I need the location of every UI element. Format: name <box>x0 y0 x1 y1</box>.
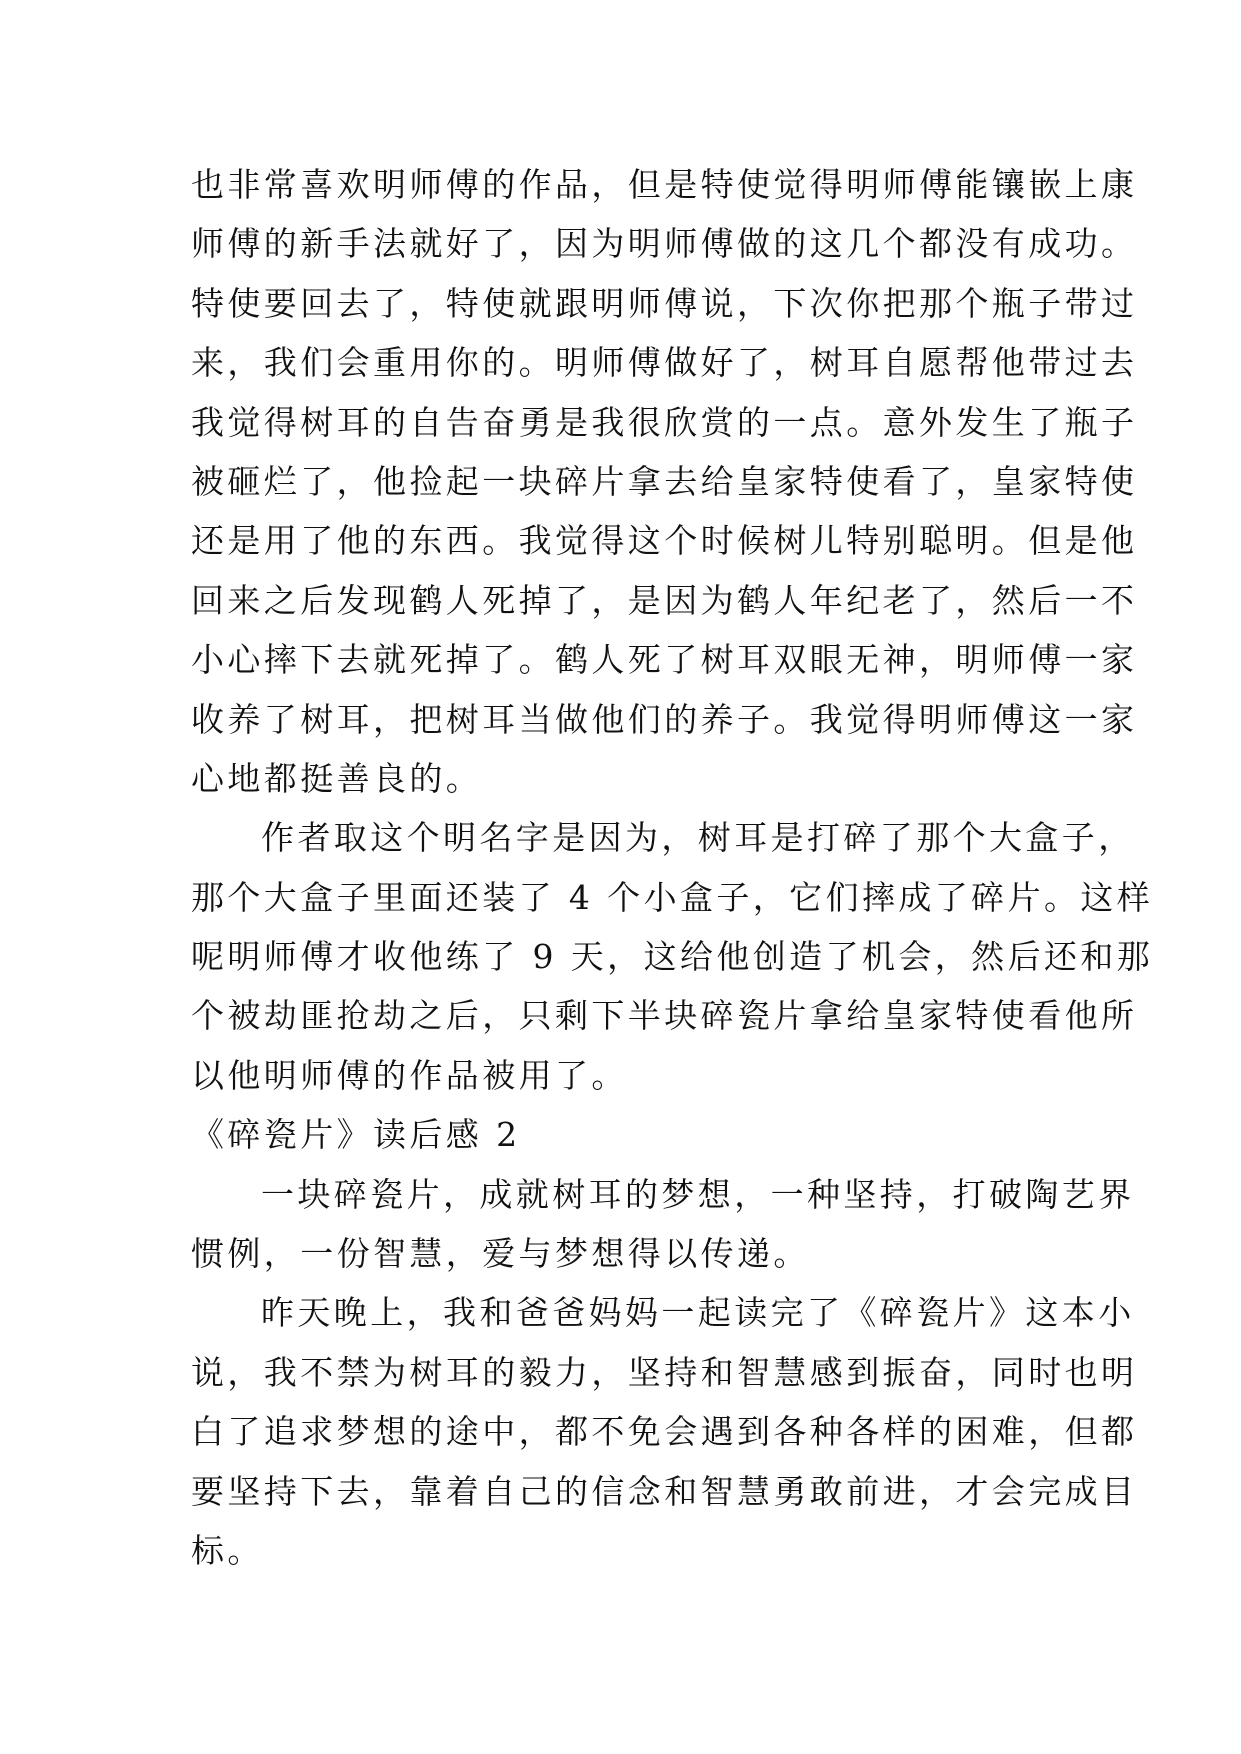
text-line: 要坚持下去，靠着自己的信念和智慧勇敢前进，才会完成目 <box>191 1471 1138 1511</box>
paragraph <box>191 1165 1135 1284</box>
text-line: 呢明师傅才收他练了 9 天，这给他创造了机会，然后还和那 <box>191 937 1154 977</box>
text-line: 特使要回去了，特使就跟明师傅说，下次你把那个瓶子带过 <box>191 283 1138 323</box>
text-line: 昨天晚上，我和爸爸妈妈一起读完了《碎瓷片》这本小 <box>261 1293 1135 1333</box>
text-line: 心地都挺善良的。 <box>191 758 483 798</box>
text-line: 说，我不禁为树耳的毅力，坚持和智慧感到振奋，同时也明 <box>191 1352 1138 1392</box>
text-line: 来，我们会重用你的。明师傅做好了，树耳自愿帮他带过去 <box>191 343 1138 383</box>
text-line: 收养了树耳，把树耳当做他们的养子。我觉得明师傅这一家 <box>191 699 1138 739</box>
text-line: 师傅的新手法就好了，因为明师傅做的这几个都没有成功。 <box>191 224 1138 264</box>
text-line: 白了追求梦想的途中，都不免会遇到各种各样的困难，但都 <box>191 1412 1138 1452</box>
text-line: 也非常喜欢明师傅的作品，但是特使觉得明师傅能镶嵌上康 <box>191 165 1138 204</box>
text-line: 一块碎瓷片，成就树耳的梦想，一种坚持，打破陶艺界 <box>261 1174 1135 1214</box>
text-line: 惯例，一份智慧，爱与梦想得以传递。 <box>191 1234 810 1274</box>
text-line: 标。 <box>191 1530 264 1570</box>
text-line: 以他明师傅的作品被用了。 <box>191 1055 628 1095</box>
text-line: 个被劫匪抢劫之后，只剩下半块碎瓷片拿给皇家特使看他所 <box>191 996 1138 1036</box>
paragraph <box>191 155 1138 808</box>
text-line: 我觉得树耳的自告奋勇是我很欣赏的一点。意外发生了瓶子 <box>191 402 1138 442</box>
text-line: 还是用了他的东西。我觉得这个时候树儿特别聪明。但是他 <box>191 521 1138 561</box>
text-line: 那个大盒子里面还装了 4 个小盒子，它们摔成了碎片。这样 <box>191 877 1154 917</box>
document-body <box>191 155 1154 1580</box>
section-heading: 《碎瓷片》读后感 2 <box>191 1115 521 1155</box>
paragraph <box>191 808 1154 1105</box>
text-line: 小心摔下去就死掉了。鹤人死了树耳双眼无神，明师傅一家 <box>191 640 1138 680</box>
paragraph <box>191 1283 1138 1580</box>
text-line: 被砸烂了，他捡起一块碎片拿去给皇家特使看了，皇家特使 <box>191 461 1138 501</box>
text-line: 作者取这个明名字是因为，树耳是打碎了那个大盒子， <box>261 818 1135 858</box>
text-line: 回来之后发现鹤人死掉了，是因为鹤人年纪老了，然后一不 <box>191 580 1138 620</box>
